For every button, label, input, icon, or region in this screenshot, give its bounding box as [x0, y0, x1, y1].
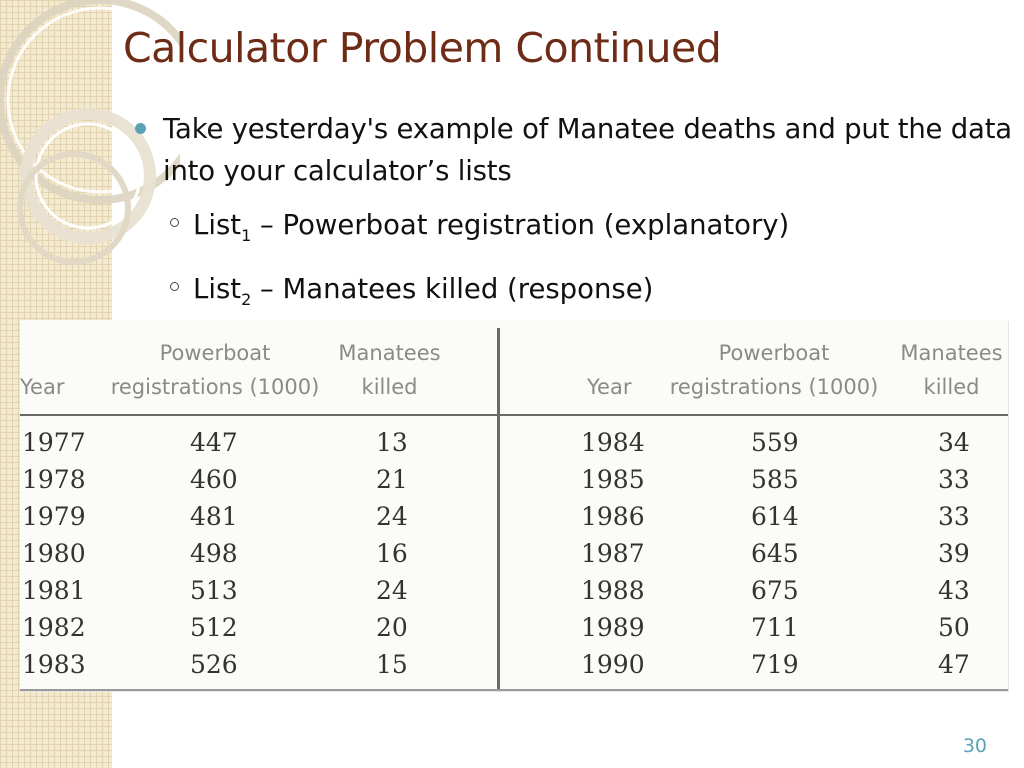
cell-year: 1983: [22, 650, 86, 679]
cell-killed: 13: [376, 428, 408, 457]
sub-bullet-list2: [133, 268, 1018, 321]
cell-killed: 47: [938, 650, 970, 679]
cell-powerboat: 513: [190, 576, 238, 605]
list2-prefix: List: [193, 273, 242, 305]
cell-killed: 33: [938, 502, 970, 531]
table-bottom-border: [20, 689, 1008, 691]
bullet-list: [133, 108, 1018, 321]
cell-powerboat: 711: [751, 613, 799, 642]
slide-title: Calculator Problem Continued: [123, 24, 722, 72]
cell-killed: 24: [376, 576, 408, 605]
bullet-dot-icon: [135, 123, 146, 134]
cell-powerboat: 585: [751, 465, 799, 494]
cell-killed: 20: [376, 613, 408, 642]
list2-subscript: 2: [241, 290, 252, 309]
cell-year: 1986: [581, 502, 645, 531]
bullet-text: Take yesterday's example of Manatee deaths and put the data into your calculator’s lists: [163, 113, 1012, 187]
cell-year: 1982: [22, 613, 86, 642]
cell-year: 1979: [22, 502, 86, 531]
header-powerboat-right: Powerboat registrations (1000): [669, 341, 879, 399]
cell-year: 1977: [22, 428, 86, 457]
cell-year: 1989: [581, 613, 645, 642]
cell-powerboat: 675: [751, 576, 799, 605]
header-year-left: Year: [20, 375, 65, 399]
cell-powerboat: 512: [190, 613, 238, 642]
cell-powerboat: 481: [190, 502, 238, 531]
cell-year: 1980: [22, 539, 86, 568]
cell-killed: 15: [376, 650, 408, 679]
cell-killed: 21: [376, 465, 408, 494]
data-table-image: [20, 320, 1008, 691]
sub-bullet-ring-icon: [170, 282, 179, 291]
list2-text: – Manatees killed (response): [251, 273, 654, 305]
cell-powerboat: 447: [190, 428, 238, 457]
cell-powerboat: 498: [190, 539, 238, 568]
cell-year: 1987: [581, 539, 645, 568]
header-divider: [20, 414, 1008, 416]
cell-killed: 33: [938, 465, 970, 494]
header-year-right: Year: [587, 375, 632, 399]
header-manatees-left: Manatees killed: [338, 341, 441, 399]
sub-bullet-list1: [133, 204, 1018, 257]
cell-year: 1990: [581, 650, 645, 679]
page-number: 30: [962, 735, 987, 757]
sub-bullet-ring-icon: [170, 218, 179, 227]
cell-year: 1985: [581, 465, 645, 494]
list1-subscript: 1: [241, 226, 252, 245]
header-powerboat-left: Powerboat registrations (1000): [110, 341, 320, 399]
cell-killed: 16: [376, 539, 408, 568]
header-manatees-right: Manatees killed: [900, 341, 1003, 399]
cell-powerboat: 460: [190, 465, 238, 494]
cell-powerboat: 559: [751, 428, 799, 457]
cell-killed: 50: [938, 613, 970, 642]
cell-year: 1981: [22, 576, 86, 605]
cell-killed: 34: [938, 428, 970, 457]
list1-prefix: List: [193, 209, 242, 241]
list1-text: – Powerboat registration (explanatory): [251, 209, 790, 241]
cell-year: 1988: [581, 576, 645, 605]
cell-year: 1984: [581, 428, 645, 457]
cell-killed: 43: [938, 576, 970, 605]
cell-powerboat: 645: [751, 539, 799, 568]
cell-powerboat: 719: [751, 650, 799, 679]
cell-killed: 24: [376, 502, 408, 531]
bullet-item: [133, 108, 1018, 192]
cell-year: 1978: [22, 465, 86, 494]
cell-killed: 39: [938, 539, 970, 568]
column-divider: [497, 328, 500, 690]
cell-powerboat: 614: [751, 502, 799, 531]
cell-powerboat: 526: [190, 650, 238, 679]
